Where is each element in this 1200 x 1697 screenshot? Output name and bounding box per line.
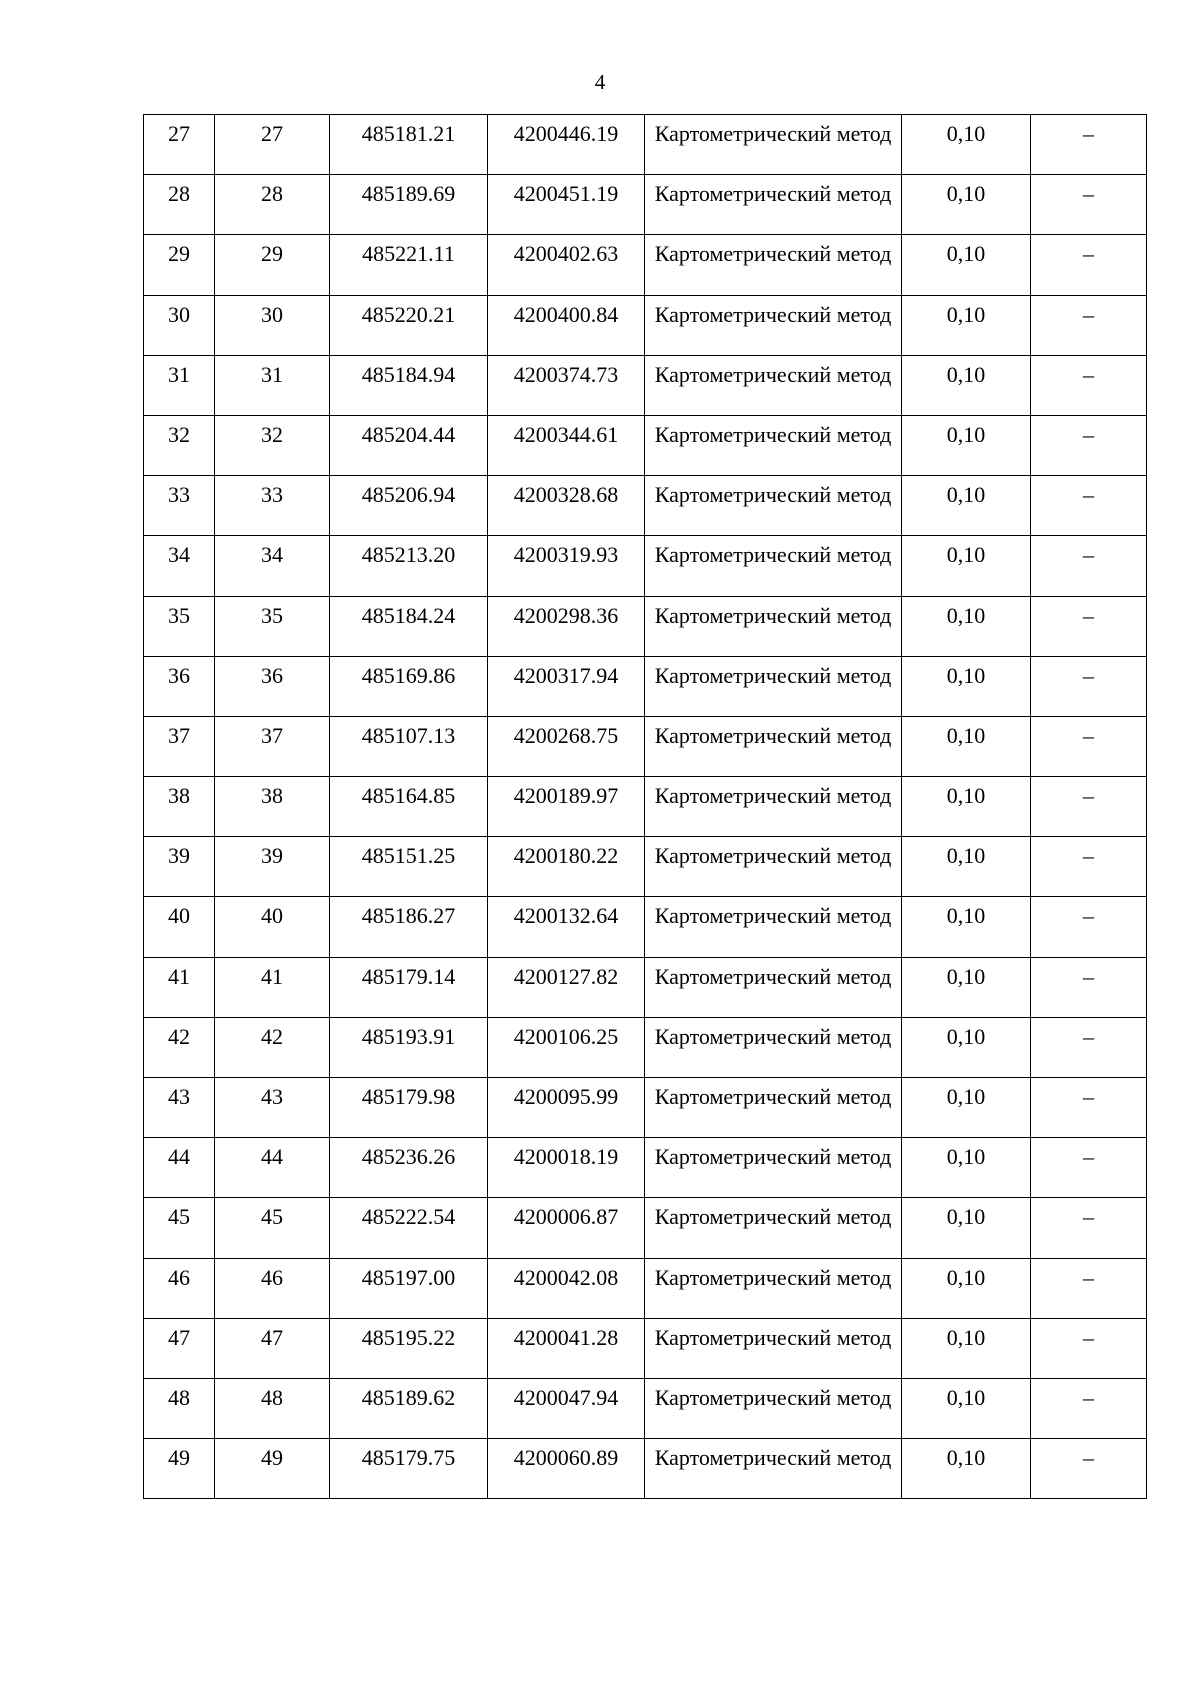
point-number-cell: 31: [144, 355, 215, 415]
coord-y-cell: 4200319.93: [488, 536, 645, 596]
point-number-cell: 40: [144, 897, 215, 957]
point-number-cell: 37: [215, 716, 330, 776]
method-cell: Картометрический метод: [645, 777, 902, 837]
precision-cell: 0,10: [902, 355, 1031, 415]
precision-cell: 0,10: [902, 596, 1031, 656]
coord-y-cell: 4200060.89: [488, 1439, 645, 1499]
note-cell: –: [1031, 1198, 1147, 1258]
coord-x-cell: 485206.94: [330, 476, 488, 536]
coord-x-cell: 485221.11: [330, 235, 488, 295]
point-number-cell: 47: [144, 1318, 215, 1378]
point-number-cell: 49: [215, 1439, 330, 1499]
coord-y-cell: 4200451.19: [488, 175, 645, 235]
note-cell: –: [1031, 1017, 1147, 1077]
method-cell: Картометрический метод: [645, 1258, 902, 1318]
precision-cell: 0,10: [902, 656, 1031, 716]
table-row: [144, 897, 1147, 957]
precision-cell: 0,10: [902, 536, 1031, 596]
note-cell: –: [1031, 115, 1147, 175]
coord-y-cell: 4200317.94: [488, 656, 645, 716]
precision-cell: 0,10: [902, 716, 1031, 776]
method-cell: Картометрический метод: [645, 596, 902, 656]
table-row: [144, 175, 1147, 235]
method-cell: Картометрический метод: [645, 175, 902, 235]
method-cell: Картометрический метод: [645, 295, 902, 355]
point-number-cell: 34: [215, 536, 330, 596]
method-cell: Картометрический метод: [645, 716, 902, 776]
coord-y-cell: 4200374.73: [488, 355, 645, 415]
coord-x-cell: 485179.98: [330, 1078, 488, 1138]
point-number-cell: 29: [215, 235, 330, 295]
coord-y-cell: 4200041.28: [488, 1318, 645, 1378]
coord-x-cell: 485179.75: [330, 1439, 488, 1499]
point-number-cell: 30: [144, 295, 215, 355]
note-cell: –: [1031, 476, 1147, 536]
point-number-cell: 40: [215, 897, 330, 957]
method-cell: Картометрический метод: [645, 957, 902, 1017]
point-number-cell: 43: [144, 1078, 215, 1138]
table-row: [144, 1017, 1147, 1077]
coord-x-cell: 485189.69: [330, 175, 488, 235]
table-row: [144, 536, 1147, 596]
table-row: [144, 837, 1147, 897]
note-cell: –: [1031, 1439, 1147, 1499]
coord-x-cell: 485169.86: [330, 656, 488, 716]
table-row: [144, 1318, 1147, 1378]
point-number-cell: 41: [144, 957, 215, 1017]
table-row: [144, 476, 1147, 536]
precision-cell: 0,10: [902, 415, 1031, 475]
method-cell: Картометрический метод: [645, 115, 902, 175]
precision-cell: 0,10: [902, 1138, 1031, 1198]
coord-x-cell: 485107.13: [330, 716, 488, 776]
note-cell: –: [1031, 957, 1147, 1017]
point-number-cell: 42: [144, 1017, 215, 1077]
coord-y-cell: 4200018.19: [488, 1138, 645, 1198]
point-number-cell: 42: [215, 1017, 330, 1077]
note-cell: –: [1031, 295, 1147, 355]
point-number-cell: 41: [215, 957, 330, 1017]
coord-x-cell: 485151.25: [330, 837, 488, 897]
note-cell: –: [1031, 1318, 1147, 1378]
coord-x-cell: 485236.26: [330, 1138, 488, 1198]
point-number-cell: 32: [215, 415, 330, 475]
point-number-cell: 49: [144, 1439, 215, 1499]
note-cell: –: [1031, 175, 1147, 235]
note-cell: –: [1031, 716, 1147, 776]
point-number-cell: 45: [215, 1198, 330, 1258]
precision-cell: 0,10: [902, 175, 1031, 235]
precision-cell: 0,10: [902, 1378, 1031, 1438]
table-row: [144, 1138, 1147, 1198]
point-number-cell: 33: [215, 476, 330, 536]
precision-cell: 0,10: [902, 1318, 1031, 1378]
method-cell: Картометрический метод: [645, 1318, 902, 1378]
table-row: [144, 1258, 1147, 1318]
table-row: [144, 1378, 1147, 1438]
coord-y-cell: 4200189.97: [488, 777, 645, 837]
coordinates-table: [143, 114, 1147, 1499]
coord-x-cell: 485195.22: [330, 1318, 488, 1378]
point-number-cell: 27: [215, 115, 330, 175]
note-cell: –: [1031, 1138, 1147, 1198]
method-cell: Картометрический метод: [645, 355, 902, 415]
precision-cell: 0,10: [902, 235, 1031, 295]
point-number-cell: 36: [215, 656, 330, 716]
coord-x-cell: 485189.62: [330, 1378, 488, 1438]
coord-y-cell: 4200328.68: [488, 476, 645, 536]
coord-x-cell: 485179.14: [330, 957, 488, 1017]
point-number-cell: 33: [144, 476, 215, 536]
method-cell: Картометрический метод: [645, 1017, 902, 1077]
method-cell: Картометрический метод: [645, 1198, 902, 1258]
method-cell: Картометрический метод: [645, 656, 902, 716]
point-number-cell: 39: [144, 837, 215, 897]
coord-x-cell: 485220.21: [330, 295, 488, 355]
precision-cell: 0,10: [902, 115, 1031, 175]
point-number-cell: 28: [215, 175, 330, 235]
point-number-cell: 48: [144, 1378, 215, 1438]
precision-cell: 0,10: [902, 1017, 1031, 1077]
method-cell: Картометрический метод: [645, 1439, 902, 1499]
coord-x-cell: 485204.44: [330, 415, 488, 475]
coord-y-cell: 4200106.25: [488, 1017, 645, 1077]
table-row: [144, 295, 1147, 355]
table-row: [144, 415, 1147, 475]
point-number-cell: 45: [144, 1198, 215, 1258]
point-number-cell: 36: [144, 656, 215, 716]
point-number-cell: 46: [215, 1258, 330, 1318]
point-number-cell: 38: [215, 777, 330, 837]
note-cell: –: [1031, 777, 1147, 837]
coord-y-cell: 4200132.64: [488, 897, 645, 957]
point-number-cell: 39: [215, 837, 330, 897]
note-cell: –: [1031, 415, 1147, 475]
table-row: [144, 355, 1147, 415]
precision-cell: 0,10: [902, 295, 1031, 355]
coord-y-cell: 4200127.82: [488, 957, 645, 1017]
precision-cell: 0,10: [902, 897, 1031, 957]
coord-y-cell: 4200446.19: [488, 115, 645, 175]
precision-cell: 0,10: [902, 1078, 1031, 1138]
point-number-cell: 28: [144, 175, 215, 235]
point-number-cell: 44: [215, 1138, 330, 1198]
point-number-cell: 27: [144, 115, 215, 175]
table-row: [144, 115, 1147, 175]
coord-y-cell: 4200006.87: [488, 1198, 645, 1258]
note-cell: –: [1031, 1258, 1147, 1318]
precision-cell: 0,10: [902, 837, 1031, 897]
point-number-cell: 34: [144, 536, 215, 596]
coord-x-cell: 485181.21: [330, 115, 488, 175]
coord-x-cell: 485197.00: [330, 1258, 488, 1318]
coord-y-cell: 4200047.94: [488, 1378, 645, 1438]
note-cell: –: [1031, 536, 1147, 596]
method-cell: Картометрический метод: [645, 1378, 902, 1438]
point-number-cell: 38: [144, 777, 215, 837]
precision-cell: 0,10: [902, 957, 1031, 1017]
note-cell: –: [1031, 1078, 1147, 1138]
table-row: [144, 596, 1147, 656]
table-body: [144, 115, 1147, 1499]
coord-x-cell: 485193.91: [330, 1017, 488, 1077]
table-row: [144, 1439, 1147, 1499]
coord-x-cell: 485184.94: [330, 355, 488, 415]
method-cell: Картометрический метод: [645, 476, 902, 536]
note-cell: –: [1031, 897, 1147, 957]
table-row: [144, 957, 1147, 1017]
table-row: [144, 656, 1147, 716]
coord-x-cell: 485213.20: [330, 536, 488, 596]
table-row: [144, 1198, 1147, 1258]
point-number-cell: 30: [215, 295, 330, 355]
precision-cell: 0,10: [902, 777, 1031, 837]
precision-cell: 0,10: [902, 476, 1031, 536]
point-number-cell: 37: [144, 716, 215, 776]
coord-y-cell: 4200298.36: [488, 596, 645, 656]
page-number: 4: [594, 70, 606, 94]
point-number-cell: 35: [215, 596, 330, 656]
point-number-cell: 35: [144, 596, 215, 656]
coord-y-cell: 4200180.22: [488, 837, 645, 897]
note-cell: –: [1031, 235, 1147, 295]
precision-cell: 0,10: [902, 1258, 1031, 1318]
table-row: [144, 777, 1147, 837]
point-number-cell: 47: [215, 1318, 330, 1378]
coord-y-cell: 4200042.08: [488, 1258, 645, 1318]
coord-y-cell: 4200402.63: [488, 235, 645, 295]
note-cell: –: [1031, 355, 1147, 415]
method-cell: Картометрический метод: [645, 1078, 902, 1138]
point-number-cell: 32: [144, 415, 215, 475]
point-number-cell: 48: [215, 1378, 330, 1438]
coord-y-cell: 4200268.75: [488, 716, 645, 776]
precision-cell: 0,10: [902, 1198, 1031, 1258]
note-cell: –: [1031, 596, 1147, 656]
coord-x-cell: 485222.54: [330, 1198, 488, 1258]
point-number-cell: 29: [144, 235, 215, 295]
method-cell: Картометрический метод: [645, 897, 902, 957]
note-cell: –: [1031, 656, 1147, 716]
table-row: [144, 235, 1147, 295]
method-cell: Картометрический метод: [645, 1138, 902, 1198]
method-cell: Картометрический метод: [645, 536, 902, 596]
coord-y-cell: 4200400.84: [488, 295, 645, 355]
method-cell: Картометрический метод: [645, 837, 902, 897]
method-cell: Картометрический метод: [645, 235, 902, 295]
method-cell: Картометрический метод: [645, 415, 902, 475]
coord-x-cell: 485164.85: [330, 777, 488, 837]
table-row: [144, 716, 1147, 776]
coord-x-cell: 485184.24: [330, 596, 488, 656]
point-number-cell: 44: [144, 1138, 215, 1198]
note-cell: –: [1031, 837, 1147, 897]
coord-x-cell: 485186.27: [330, 897, 488, 957]
table-row: [144, 1078, 1147, 1138]
point-number-cell: 46: [144, 1258, 215, 1318]
point-number-cell: 43: [215, 1078, 330, 1138]
precision-cell: 0,10: [902, 1439, 1031, 1499]
coord-y-cell: 4200095.99: [488, 1078, 645, 1138]
coord-y-cell: 4200344.61: [488, 415, 645, 475]
note-cell: –: [1031, 1378, 1147, 1438]
point-number-cell: 31: [215, 355, 330, 415]
